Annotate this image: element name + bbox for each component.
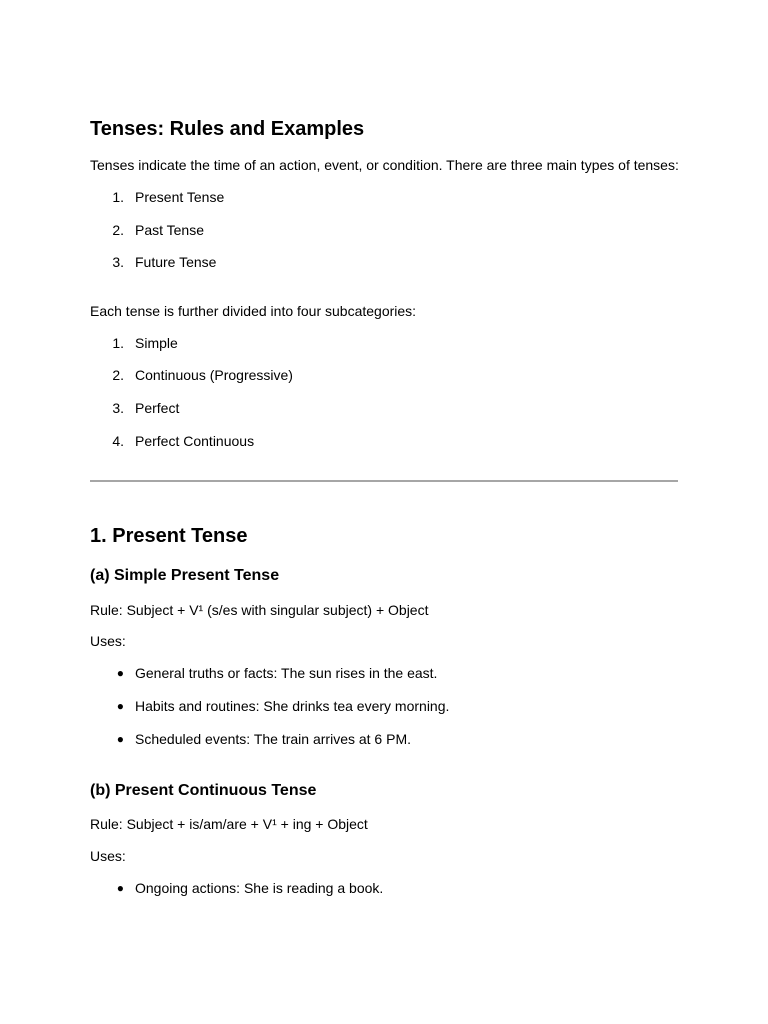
- list-item: Continuous (Progressive): [135, 367, 293, 383]
- list-number: 4.: [112, 433, 124, 449]
- list-item: Ongoing actions: She is reading a book.: [135, 880, 384, 896]
- subcategory-intro: Each tense is further divided into four subcategories:: [90, 303, 417, 319]
- list-number: 2.: [112, 222, 124, 238]
- subsection-heading-simple-present: (a) Simple Present Tense: [90, 567, 280, 584]
- list-item: Future Tense: [135, 254, 217, 270]
- list-item: Present Tense: [135, 189, 225, 205]
- bullet-icon: ●: [116, 699, 124, 713]
- list-number: 3.: [112, 400, 124, 416]
- list-item: Simple: [135, 335, 178, 351]
- list-number: 3.: [112, 254, 124, 270]
- list-number: 1.: [112, 189, 124, 205]
- horizontal-divider: [90, 480, 678, 482]
- intro-paragraph: Tenses indicate the time of an action, event, or condition. There are three main types of tenses:: [90, 157, 679, 173]
- list-item: Perfect Continuous: [135, 433, 255, 449]
- list-number: 2.: [112, 367, 124, 383]
- list-item: General truths or facts: The sun rises in the east.: [135, 665, 438, 681]
- list-number: 1.: [112, 335, 124, 351]
- list-item: Habits and routines: She drinks tea every morning.: [135, 698, 450, 714]
- list-item: Past Tense: [135, 222, 205, 238]
- rule-simple-present: Rule: Subject + V¹ (s/es with singular subject) + Object: [90, 602, 429, 618]
- uses-label: Uses:: [90, 633, 126, 649]
- rule-present-continuous: Rule: Subject + is/am/are + V¹ + ing + Object: [90, 816, 368, 832]
- page-title: Tenses: Rules and Examples: [90, 118, 365, 140]
- subsection-heading-present-continuous: (b) Present Continuous Tense: [90, 782, 317, 799]
- section-heading-present: 1. Present Tense: [90, 525, 248, 547]
- list-item: Scheduled events: The train arrives at 6 PM.: [135, 731, 411, 747]
- bullet-icon: ●: [116, 666, 124, 680]
- list-item: Perfect: [135, 400, 180, 416]
- bullet-icon: ●: [116, 732, 124, 746]
- bullet-icon: ●: [116, 881, 124, 895]
- uses-label: Uses:: [90, 848, 126, 864]
